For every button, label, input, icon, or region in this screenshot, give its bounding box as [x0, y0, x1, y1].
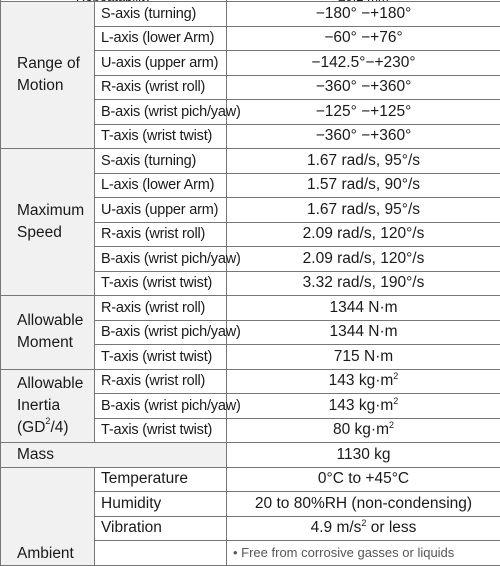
axis-label: T-axis (wrist twist): [95, 345, 227, 370]
table-row: [1, 296, 500, 321]
axis-value: −60° −+76°: [227, 26, 500, 51]
inertia-value: 80 kg·m: [333, 421, 389, 438]
axis-value: −142.5°−+230°: [227, 51, 500, 76]
vibration-value: 4.9 m/s: [311, 519, 362, 536]
table-row: [1, 149, 500, 174]
table-row: [1, 369, 500, 394]
ambient-label: Ambient: [1, 467, 95, 565]
inertia-value: 143 kg·m: [329, 397, 394, 414]
axis-value: −125° −+125°: [227, 100, 500, 125]
mass-label: Mass: [1, 443, 227, 468]
axis-label: S-axis (turning): [95, 2, 227, 27]
condition-value: [227, 516, 500, 541]
axis-value: 1.67 rad/s, 95°/s: [227, 198, 500, 223]
axis-label: R-axis (wrist roll): [95, 369, 227, 394]
axis-value: [227, 418, 500, 443]
condition-label: [95, 541, 227, 566]
axis-label: T-axis (wrist twist): [95, 124, 227, 149]
axis-value: 715 N·m: [227, 345, 500, 370]
range-of-motion-label: [1, 2, 95, 149]
axis-label: T-axis (wrist twist): [95, 271, 227, 296]
table-row: [1, 2, 500, 27]
axis-label: R-axis (wrist roll): [95, 75, 227, 100]
axis-value: 1.67 rad/s, 95°/s: [227, 149, 500, 174]
group-label: Allowable Moment: [17, 312, 83, 351]
inertia-label-line1: Allowable: [17, 375, 83, 392]
inertia-label-pre: (GD: [17, 419, 45, 436]
condition-label: Vibration: [95, 516, 227, 541]
axis-value: 3.32 rad/s, 190°/s: [227, 271, 500, 296]
axis-label: B-axis (wrist pich/yaw): [95, 247, 227, 272]
allowable-inertia-label: [1, 369, 95, 443]
axis-value: 2.09 rad/s, 120°/s: [227, 247, 500, 272]
axis-value: 1344 N·m: [227, 320, 500, 345]
mass-value: 1130 kg: [227, 443, 500, 468]
axis-label: R-axis (wrist roll): [95, 222, 227, 247]
axis-value: −180° −+180°: [227, 2, 500, 27]
axis-value: [227, 369, 500, 394]
condition-value: 0°C to +45°C: [227, 467, 500, 492]
inertia-unit-sup: 2: [393, 371, 398, 381]
axis-value: −360° −+360°: [227, 124, 500, 149]
axis-label: U-axis (upper arm): [95, 198, 227, 223]
group-label: Maximum Speed: [17, 202, 84, 241]
vibration-unit-sup: 2: [361, 518, 366, 528]
axis-label: B-axis (wrist pich/yaw): [95, 320, 227, 345]
axis-label: L-axis (lower Arm): [95, 26, 227, 51]
inertia-label-sup: 2: [45, 416, 50, 426]
inertia-value: 143 kg·m: [329, 372, 394, 389]
axis-label: R-axis (wrist roll): [95, 296, 227, 321]
axis-label: U-axis (upper arm): [95, 51, 227, 76]
condition-value: 20 to 80%RH (non-condensing): [227, 492, 500, 517]
vibration-value-suffix: or less: [366, 519, 416, 536]
group-label: Range of Motion: [17, 55, 80, 94]
table-row: [1, 443, 500, 468]
inertia-unit-sup: 2: [393, 396, 398, 406]
axis-value: 1344 N·m: [227, 296, 500, 321]
axis-label: B-axis (wrist pich/yaw): [95, 100, 227, 125]
axis-value: 1.57 rad/s, 90°/s: [227, 173, 500, 198]
axis-label: T-axis (wrist twist): [95, 418, 227, 443]
axis-label: L-axis (lower Arm): [95, 173, 227, 198]
inertia-label-post: /4): [50, 419, 68, 436]
condition-label: Temperature: [95, 467, 227, 492]
axis-label: S-axis (turning): [95, 149, 227, 174]
axis-label: B-axis (wrist pich/yaw): [95, 394, 227, 419]
allowable-moment-label: [1, 296, 95, 370]
axis-value: −360° −+360°: [227, 75, 500, 100]
condition-value: • Free from corrosive gasses or liquids: [227, 541, 500, 566]
axis-value: [227, 394, 500, 419]
inertia-label-line2: Inertia: [17, 397, 60, 414]
inertia-label-line3: [17, 419, 69, 436]
maximum-speed-label: [1, 149, 95, 296]
axis-value: 2.09 rad/s, 120°/s: [227, 222, 500, 247]
condition-label: Humidity: [95, 492, 227, 517]
table-row: [1, 467, 500, 492]
inertia-unit-sup: 2: [389, 420, 394, 430]
